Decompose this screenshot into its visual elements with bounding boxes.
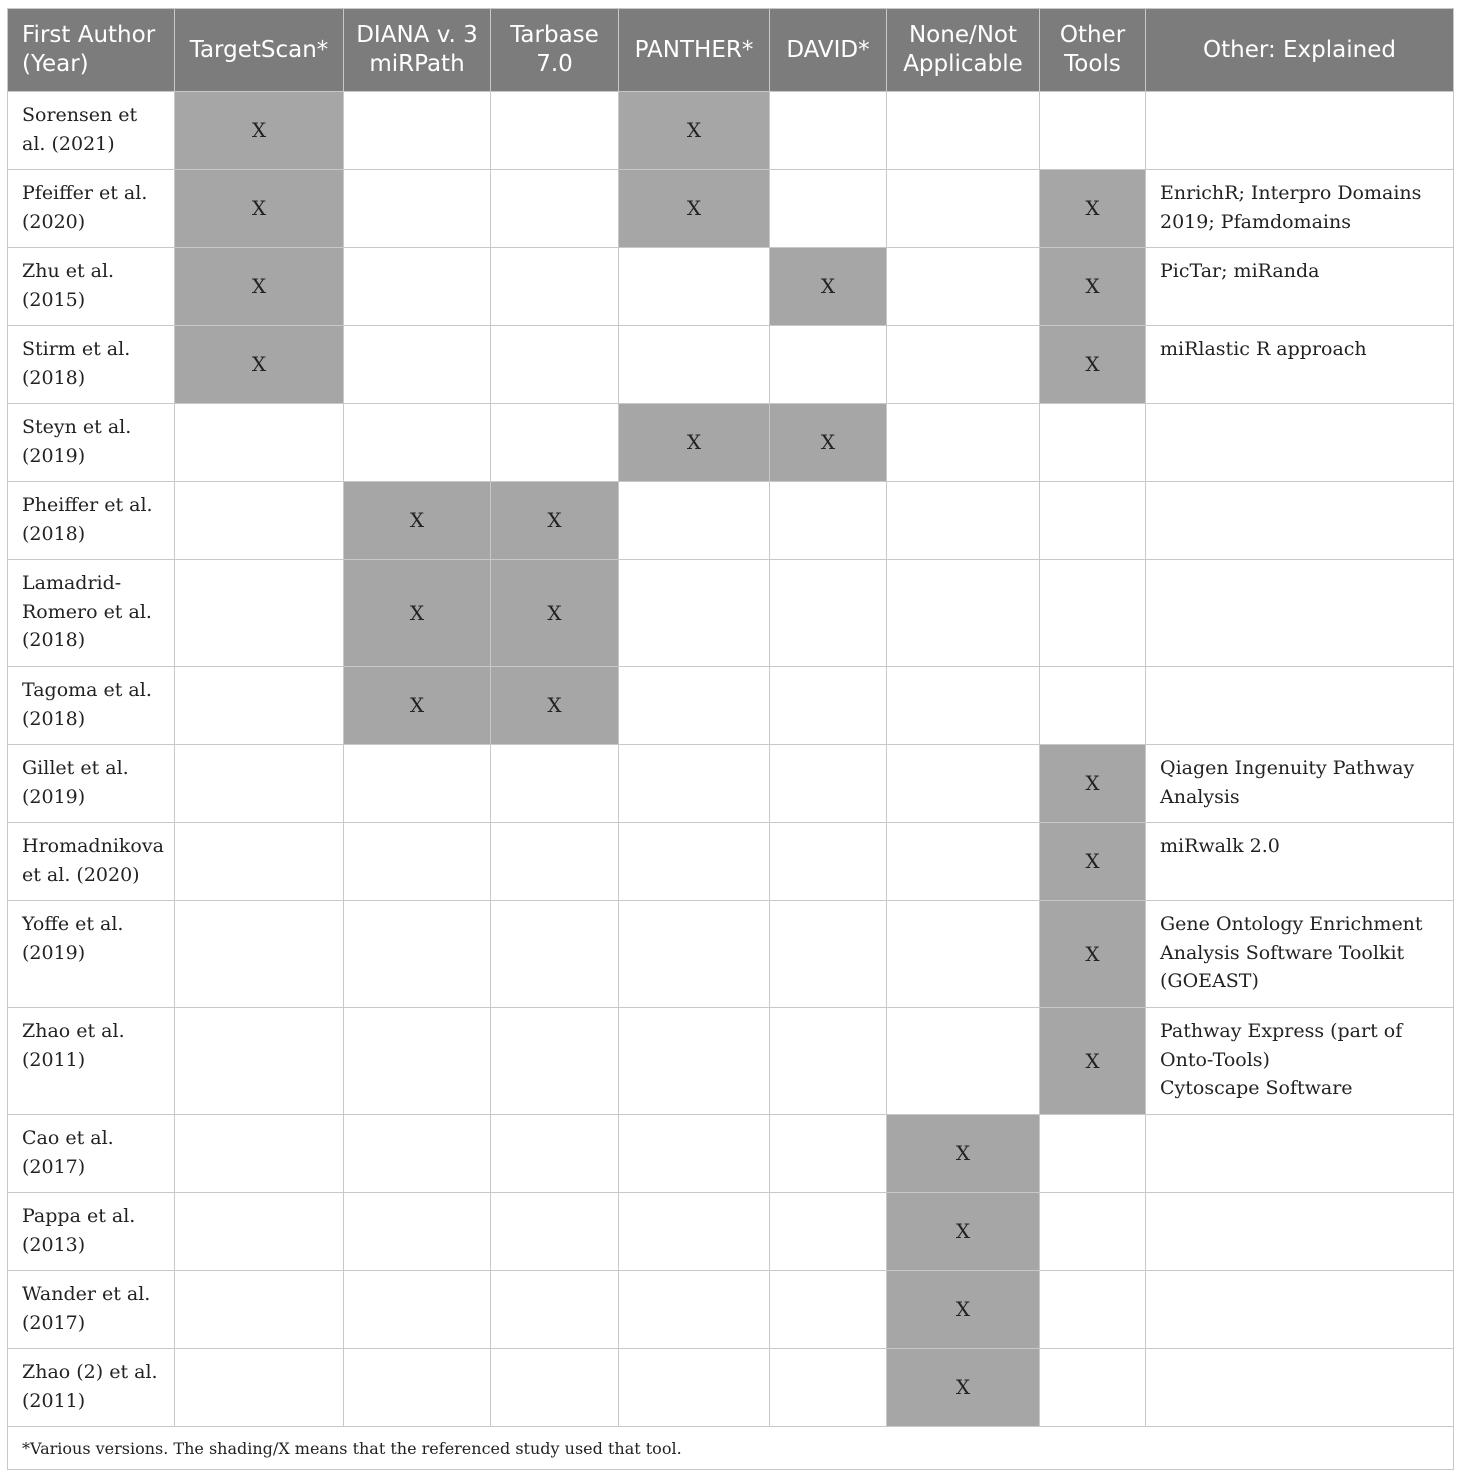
table-row <box>8 170 1454 248</box>
tool-mark-cell <box>175 1008 344 1115</box>
explained-cell: Qiagen Ingenuity Pathway Analysis <box>1146 745 1454 823</box>
tool-mark-cell <box>619 482 770 560</box>
tool-mark-cell <box>344 901 491 1008</box>
tool-mark-cell <box>619 1193 770 1271</box>
tool-mark-cell <box>491 745 619 823</box>
tool-mark-cell <box>887 745 1040 823</box>
tool-mark-cell: X <box>1040 326 1146 404</box>
tool-mark-cell <box>1040 482 1146 560</box>
tool-mark-cell <box>770 170 887 248</box>
tool-mark-cell <box>770 1115 887 1193</box>
column-header-none: None/Not Applicable <box>887 9 1040 92</box>
tool-mark-cell <box>491 1008 619 1115</box>
table-row <box>8 1008 1454 1115</box>
table-row <box>8 667 1454 745</box>
tool-mark-cell <box>344 248 491 326</box>
table-row <box>8 482 1454 560</box>
tool-mark-cell <box>619 1349 770 1427</box>
table-row <box>8 248 1454 326</box>
tool-mark-cell <box>770 482 887 560</box>
header-row <box>8 9 1454 92</box>
tool-mark-cell <box>770 326 887 404</box>
tool-mark-cell <box>619 667 770 745</box>
table-footnote: *Various versions. The shading/X means that the referenced study used that tool. <box>8 1427 1454 1470</box>
tool-mark-cell: X <box>1040 170 1146 248</box>
table-row <box>8 1193 1454 1271</box>
tool-mark-cell <box>344 1349 491 1427</box>
tool-mark-cell <box>344 1193 491 1271</box>
tool-mark-cell <box>175 404 344 482</box>
column-header-panther: PANTHER* <box>619 9 770 92</box>
tool-mark-cell: X <box>619 170 770 248</box>
table-row <box>8 92 1454 170</box>
tool-mark-cell <box>619 248 770 326</box>
tool-mark-cell <box>491 1193 619 1271</box>
tool-mark-cell <box>344 1271 491 1349</box>
tool-mark-cell <box>175 901 344 1008</box>
tool-mark-cell <box>1040 560 1146 667</box>
tool-mark-cell <box>770 745 887 823</box>
tool-mark-cell: X <box>491 482 619 560</box>
tool-mark-cell <box>491 326 619 404</box>
explained-cell <box>1146 667 1454 745</box>
explained-cell: miRlastic R approach <box>1146 326 1454 404</box>
tool-mark-cell <box>491 1349 619 1427</box>
author-cell: Steyn et al. (2019) <box>8 404 175 482</box>
tool-mark-cell <box>491 1115 619 1193</box>
tools-table <box>7 8 1454 1470</box>
tool-mark-cell <box>619 326 770 404</box>
tool-mark-cell <box>619 901 770 1008</box>
tool-mark-cell <box>770 1271 887 1349</box>
author-cell: Wander et al. (2017) <box>8 1271 175 1349</box>
column-header-targetscan: TargetScan* <box>175 9 344 92</box>
table-body <box>8 92 1454 1427</box>
tool-mark-cell <box>1040 404 1146 482</box>
tool-mark-cell <box>887 170 1040 248</box>
tool-mark-cell <box>770 92 887 170</box>
tool-mark-cell <box>491 404 619 482</box>
tool-mark-cell <box>175 1271 344 1349</box>
tool-mark-cell: X <box>887 1349 1040 1427</box>
tool-mark-cell <box>491 901 619 1008</box>
footnote-row <box>8 1427 1454 1470</box>
tool-mark-cell <box>887 92 1040 170</box>
author-cell: Hromadnikova et al. (2020) <box>8 823 175 901</box>
tool-mark-cell: X <box>175 248 344 326</box>
tool-mark-cell <box>887 560 1040 667</box>
tool-mark-cell: X <box>619 92 770 170</box>
tool-mark-cell <box>1040 1193 1146 1271</box>
tool-mark-cell <box>344 823 491 901</box>
tool-mark-cell <box>619 1271 770 1349</box>
tool-mark-cell: X <box>344 667 491 745</box>
tool-mark-cell <box>887 1008 1040 1115</box>
tool-mark-cell: X <box>344 482 491 560</box>
tool-mark-cell <box>491 248 619 326</box>
table-container <box>7 8 1453 1470</box>
explained-cell: Pathway Express (part of Onto-Tools) Cytoscape Software <box>1146 1008 1454 1115</box>
author-cell: Pfeiffer et al. (2020) <box>8 170 175 248</box>
tool-mark-cell: X <box>175 326 344 404</box>
author-cell: Lamadrid-Romero et al. (2018) <box>8 560 175 667</box>
tool-mark-cell <box>175 1349 344 1427</box>
tool-mark-cell <box>1040 1115 1146 1193</box>
tool-mark-cell: X <box>1040 901 1146 1008</box>
tool-mark-cell <box>770 901 887 1008</box>
tool-mark-cell <box>619 1115 770 1193</box>
table-row <box>8 560 1454 667</box>
tool-mark-cell <box>344 404 491 482</box>
tool-mark-cell <box>175 560 344 667</box>
tool-mark-cell: X <box>887 1271 1040 1349</box>
tool-mark-cell <box>491 823 619 901</box>
tool-mark-cell <box>344 1008 491 1115</box>
tool-mark-cell <box>175 1115 344 1193</box>
author-cell: Tagoma et al. (2018) <box>8 667 175 745</box>
tool-mark-cell <box>344 1115 491 1193</box>
explained-cell: Gene Ontology Enrichment Analysis Software Toolkit (GOEAST) <box>1146 901 1454 1008</box>
author-cell: Zhao et al. (2011) <box>8 1008 175 1115</box>
column-header-david: DAVID* <box>770 9 887 92</box>
explained-cell <box>1146 404 1454 482</box>
tool-mark-cell <box>1040 667 1146 745</box>
author-cell: Cao et al. (2017) <box>8 1115 175 1193</box>
tool-mark-cell: X <box>1040 745 1146 823</box>
tool-mark-cell <box>619 1008 770 1115</box>
author-cell: Sorensen et al. (2021) <box>8 92 175 170</box>
explained-cell <box>1146 92 1454 170</box>
explained-cell <box>1146 560 1454 667</box>
tool-mark-cell <box>491 1271 619 1349</box>
column-header-author: First Author (Year) <box>8 9 175 92</box>
tool-mark-cell <box>887 901 1040 1008</box>
tool-mark-cell <box>1040 1349 1146 1427</box>
tool-mark-cell <box>770 560 887 667</box>
explained-cell <box>1146 1349 1454 1427</box>
tool-mark-cell <box>491 92 619 170</box>
author-cell: Pheiffer et al. (2018) <box>8 482 175 560</box>
tool-mark-cell <box>770 823 887 901</box>
tool-mark-cell: X <box>1040 823 1146 901</box>
table-row <box>8 901 1454 1008</box>
column-header-tarbase: Tarbase 7.0 <box>491 9 619 92</box>
tool-mark-cell <box>344 92 491 170</box>
tool-mark-cell <box>175 482 344 560</box>
tool-mark-cell <box>887 404 1040 482</box>
table-row <box>8 823 1454 901</box>
author-cell: Pappa et al. (2013) <box>8 1193 175 1271</box>
tool-mark-cell: X <box>619 404 770 482</box>
column-header-diana: DIANA v. 3 miRPath <box>344 9 491 92</box>
explained-cell <box>1146 1271 1454 1349</box>
explained-cell <box>1146 1193 1454 1271</box>
explained-cell: EnrichR; Interpro Domains 2019; Pfamdomains <box>1146 170 1454 248</box>
table-row <box>8 326 1454 404</box>
tool-mark-cell: X <box>770 248 887 326</box>
tool-mark-cell <box>1040 1271 1146 1349</box>
tool-mark-cell <box>344 170 491 248</box>
table-row <box>8 745 1454 823</box>
column-header-other-tools: Other Tools <box>1040 9 1146 92</box>
table-row <box>8 1271 1454 1349</box>
tool-mark-cell <box>770 1193 887 1271</box>
explained-cell: miRwalk 2.0 <box>1146 823 1454 901</box>
explained-cell <box>1146 482 1454 560</box>
tool-mark-cell <box>770 667 887 745</box>
explained-cell <box>1146 1115 1454 1193</box>
tool-mark-cell <box>1040 92 1146 170</box>
tool-mark-cell: X <box>491 560 619 667</box>
tool-mark-cell <box>619 745 770 823</box>
author-cell: Gillet et al. (2019) <box>8 745 175 823</box>
table-row <box>8 1115 1454 1193</box>
tool-mark-cell: X <box>175 92 344 170</box>
tool-mark-cell <box>175 745 344 823</box>
tool-mark-cell <box>619 560 770 667</box>
explained-cell: PicTar; miRanda <box>1146 248 1454 326</box>
tool-mark-cell: X <box>1040 1008 1146 1115</box>
tool-mark-cell: X <box>887 1193 1040 1271</box>
tool-mark-cell: X <box>887 1115 1040 1193</box>
tool-mark-cell: X <box>770 404 887 482</box>
tool-mark-cell <box>770 1008 887 1115</box>
tool-mark-cell: X <box>175 170 344 248</box>
author-cell: Zhu et al. (2015) <box>8 248 175 326</box>
tool-mark-cell: X <box>491 667 619 745</box>
tool-mark-cell <box>344 326 491 404</box>
tool-mark-cell <box>887 823 1040 901</box>
tool-mark-cell <box>887 326 1040 404</box>
tool-mark-cell <box>175 823 344 901</box>
tool-mark-cell <box>344 745 491 823</box>
tool-mark-cell <box>887 248 1040 326</box>
tool-mark-cell <box>491 170 619 248</box>
tool-mark-cell <box>175 1193 344 1271</box>
tool-mark-cell <box>175 667 344 745</box>
tool-mark-cell: X <box>1040 248 1146 326</box>
tool-mark-cell <box>619 823 770 901</box>
tool-mark-cell <box>887 667 1040 745</box>
author-cell: Zhao (2) et al. (2011) <box>8 1349 175 1427</box>
tool-mark-cell <box>887 482 1040 560</box>
tool-mark-cell <box>770 1349 887 1427</box>
table-row <box>8 1349 1454 1427</box>
column-header-other-explained: Other: Explained <box>1146 9 1454 92</box>
author-cell: Stirm et al. (2018) <box>8 326 175 404</box>
tool-mark-cell: X <box>344 560 491 667</box>
author-cell: Yoffe et al. (2019) <box>8 901 175 1008</box>
table-row <box>8 404 1454 482</box>
